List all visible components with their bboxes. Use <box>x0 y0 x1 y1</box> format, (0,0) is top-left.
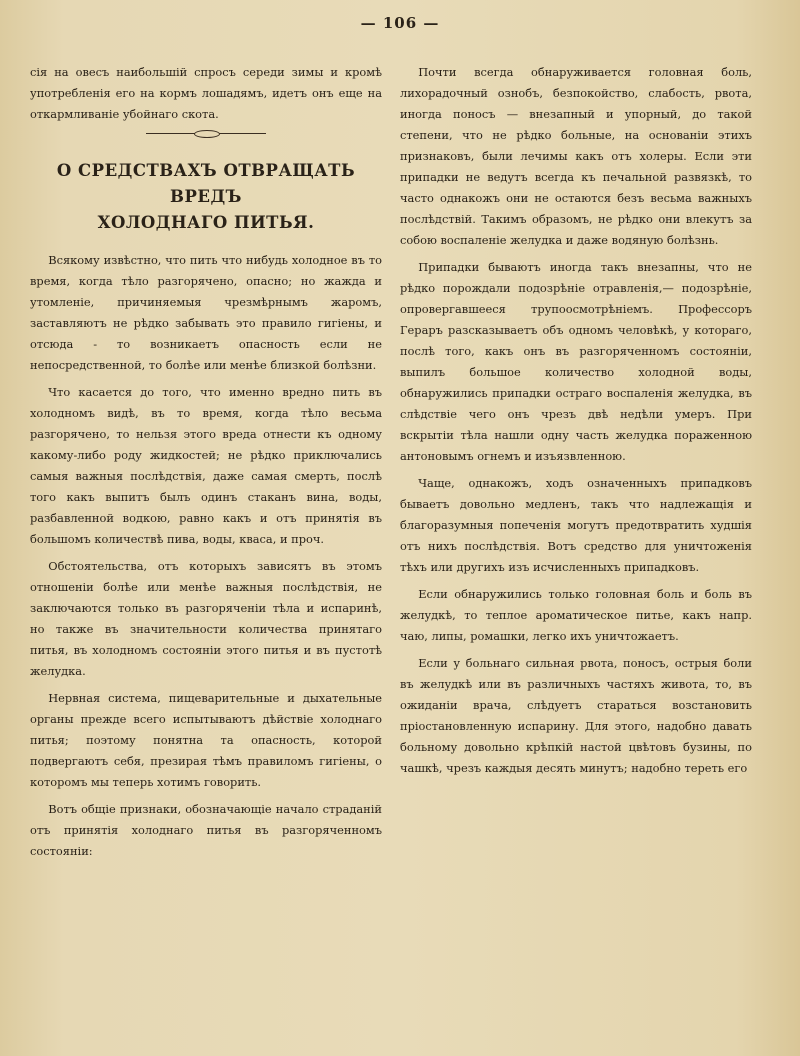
paragraph: Почти всегда обнаруживается головная боль, лихорадочный ознобъ, безпокойство, слабость, рвота, иногда поносъ — внезапный и упорный, до такой степени, что не рѣдко больные, на основаніи этихъ признаковъ, были лечимы какъ отъ холеры. Если эти припадки не ведутъ всегда къ печальной развязкѣ, то часто однакожъ они не остаются безъ весьма важныхъ послѣдствій. Такимъ образомъ, не рѣдко они влекутъ за собою воспаленіе желудка и даже водяную болѣзнь. <box>400 65 752 247</box>
section-divider <box>146 133 266 134</box>
article-title <box>30 158 382 236</box>
article-title-line-1: О СРЕДСТВАХЪ ОТВРАЩАТЬ ВРЕДЪ <box>56 161 356 206</box>
paragraph: Если у больнаго сильная рвота, поносъ, острыя боли въ желудкѣ или въ различныхъ частяхъ живота, то, въ ожиданіи врача, слѣдуетъ стараться возстановить пріостановленную испарину. Для этого, надобно давать больному довольно крѣпкій настой цвѣтовъ бузины, по чашкѣ, чрезъ каждыя десять минутъ; надобно тереть его <box>400 656 752 775</box>
paragraph: Обстоятельства, отъ которыхъ зависятъ въ этомъ отношеніи болѣе или менѣе важныя послѣдствія, не заключаются только въ разгоряченіи тѣла и испаринѣ, но также въ значительности количества принятаго питья, въ холодномъ состояніи этого питья и въ пустотѣ желудка. <box>30 559 382 678</box>
paragraph: Чаще, однакожъ, ходъ означенныхъ припадковъ бываетъ довольно медленъ, такъ что надлежащія и благоразумныя попеченія могутъ предотвратить худшія отъ нихъ послѣдствія. Вотъ средство для уничтоженія тѣхъ или другихъ изъ исчисленныхъ припадковъ. <box>400 476 752 574</box>
paragraph: Вотъ общіе признаки, обозначающіе начало страданій отъ принятія холоднаго питья въ разгоряченномъ состояніи: <box>30 802 382 858</box>
page-number: — 106 — <box>360 14 440 32</box>
left-column <box>30 62 382 868</box>
paragraph: Всякому извѣстно, что пить что нибудь холодное въ то время, когда тѣло разгорячено, опасно; но жажда и утомленіе, причиняемыя чрезмѣрнымъ жаромъ, заставляютъ не рѣдко забывать это правило гигіены, и отсюда - то возникаетъ опасность если не непосредственной, то болѣе или менѣе близкой болѣзни. <box>30 253 382 372</box>
paragraph: Припадки бываютъ иногда такъ внезапны, что не рѣдко порождали подозрѣніе отравленія,— подозрѣніе, опровергавшееся трупоосмотрѣніемъ. Профессоръ Гераръ разсказываетъ объ одномъ человѣкѣ, у котораго, послѣ того, какъ онъ въ разгоряченномъ состояніи, выпилъ большое количество холодной воды, обнаружились припадки остраго воспаленія желудка, въ слѣдствіе чего онъ чрезъ двѣ недѣли умеръ. При вскрытіи тѣла нашли одну часть желудка пораженною антоновымъ огнемъ и изъязвленною. <box>400 260 752 463</box>
paragraph: Если обнаружились только головная боль и боль въ желудкѣ, то теплое ароматическое питье, какъ напр. чаю, липы, ромашки, легко ихъ уничтожаетъ. <box>400 587 752 643</box>
paragraph: Нервная система, пищеварительные и дыхательные органы прежде всего испытываютъ дѣйствіе холоднаго питья; поэтому понятна та опасность, которой подвергаютъ себя, презирая тѣмъ правиломъ гигіены, о которомъ мы теперь хотимъ говорить. <box>30 691 382 789</box>
right-column <box>400 62 752 785</box>
paragraph: Что касается до того, что именно вредно пить въ холодномъ видѣ, въ то время, когда тѣло весьма разгорячено, то нельзя этого вреда отнести къ одному какому-либо роду жидкостей; не рѣдко приключались самыя важныя послѣдствія, даже самая смерть, послѣ того какъ выпитъ былъ одинъ стаканъ вина, воды, разбавленной водкою, равно какъ и отъ принятія въ большомъ количествѣ пива, воды, кваса, и проч. <box>30 385 382 546</box>
article-title-line-2: ХОЛОДНАГО ПИТЬЯ. <box>97 213 315 232</box>
intro-paragraph: сія на овесъ наибольшій спросъ середи зимы и кромѣ употребленія его на кормъ лошадямъ, идетъ онъ еще на откармливаніе убойнаго скота. <box>30 65 382 121</box>
